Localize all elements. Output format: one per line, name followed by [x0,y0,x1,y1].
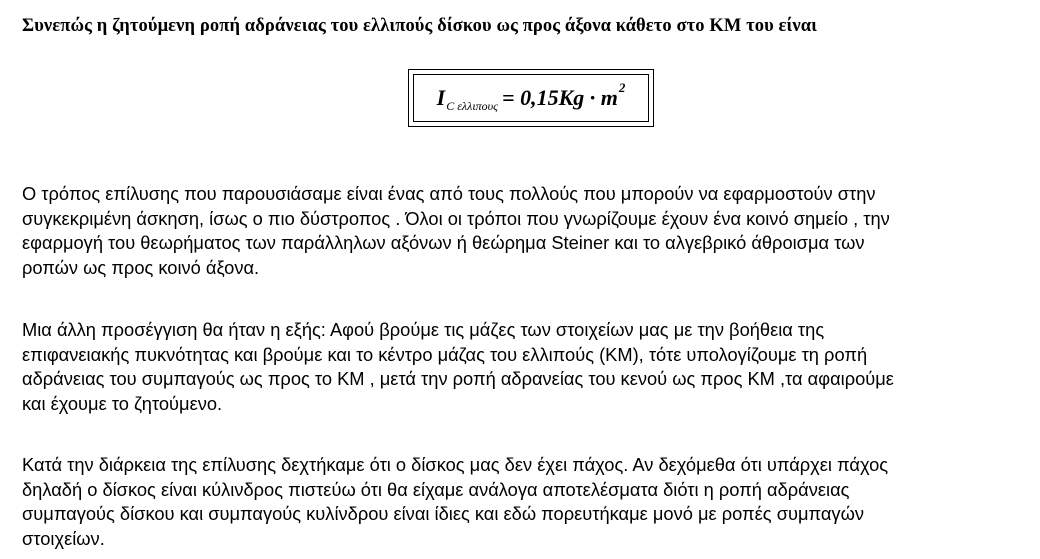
formula-inner-frame [413,74,649,122]
paragraph-line: συμπαγούς δίσκου και συμπαγούς κυλίνδρου είναι ίδιες και εδώ πορευτήκαμε μονό με ροπές συμπαγών [22,503,864,525]
paragraph-line: Μια άλλη προσέγγιση θα ήταν η εξής: Αφού βρούμε τις μάζες των στοιχείων μας με την βοήθεια της [22,319,825,340]
formula-superscript: 2 [618,80,626,95]
formula-value: = 0,15Kg · m [502,85,618,110]
paragraph-solution-method [22,182,1032,280]
section-heading: Συνεπώς η ζητούμενη ροπή αδράνειας του ελλιπούς δίσκου ως προς άξονα κάθετο στο ΚΜ του είναι [22,16,817,36]
formula-symbol: I [436,85,446,110]
paragraph-line: και έχουμε το ζητούμενο. [22,392,223,414]
paragraph-line: αδράνειας του συμπαγούς ως προς το ΚΜ , μετά την ροπή αδρανείας του κενού ως προς ΚΜ ,τα αφαιρούμε [22,368,894,390]
paragraph-alternative-approach [22,318,1032,416]
paragraph-line: επιφανειακής πυκνότητας και βρούμε και το κέντρο μάζας του ελλιπούς (ΚΜ), τότε υπολογίζουμε τη ροπή [22,343,868,365]
paragraph-line: δηλαδή ο δίσκος είναι κύλινδρος πιστεύω ότι θα είχαμε ανάλογα αποτελέσματα διότι η ροπή αδράνειας [22,478,850,500]
paragraph-line: στοιχείων. [22,527,105,549]
paragraph-thickness-assumption [22,453,1032,551]
formula-box [408,69,654,127]
formula-subscript: C ελλιπους [446,98,499,113]
paragraph-line: Ο τρόπος επίλυσης που παρουσιάσαμε είναι ένας από τους πολλούς που μπορούν να εφαρμοστούν στην [22,183,876,204]
paragraph-line: συγκεκριμένη άσκηση, ίσως ο πιο δύστροπος . Όλοι οι τρόποι που γνωρίζουμε έχουν ένα κοινό σημείο , την [22,207,890,229]
paragraph-line: ροπών ως προς κοινό άξονα. [22,256,260,278]
paragraph-line: Κατά την διάρκεια της επίλυσης δεχτήκαμε ότι ο δίσκος μας δεν έχει πάχος. Αν δεχόμεθα ότι υπάρχει πάχος [22,454,889,475]
paragraph-line: εφαρμογή του θεωρήματος των παράλληλων αξόνων ή θεώρημα Steiner και το αλγεβρικό άθροισμα των [22,232,865,254]
